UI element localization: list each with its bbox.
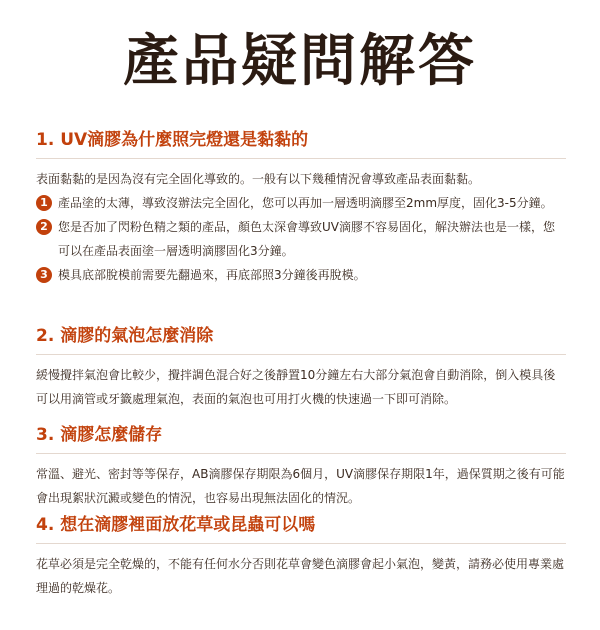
number-2-icon: 2 bbox=[36, 219, 52, 235]
section-heading: 4. 想在滴膠裡面放花草或昆蟲可以嗎 bbox=[36, 515, 316, 535]
list-item bbox=[36, 263, 566, 287]
section-heading: 2. 滴膠的氣泡怎麼消除 bbox=[36, 326, 214, 346]
faq-section-flowers-insects bbox=[36, 513, 566, 600]
list-item-text: 產品塗的太薄，導致沒辦法完全固化，您可以再加一層透明滴膠至2mm厚度，固化3-5分鐘。 bbox=[58, 196, 553, 210]
section-intro: 表面黏黏的是因為沒有完全固化導致的。一般有以下幾種情況會導致產品表面黏黏。 bbox=[36, 172, 481, 186]
divider bbox=[36, 354, 566, 355]
number-3-icon: 3 bbox=[36, 267, 52, 283]
list-item bbox=[36, 215, 566, 263]
faq-section-storage bbox=[36, 423, 566, 510]
section-heading: 1. UV滴膠為什麼照完燈還是黏黏的 bbox=[36, 130, 309, 150]
number-1-icon: 1 bbox=[36, 195, 52, 211]
section-body: 花草必須是完全乾燥的，不能有任何水分否則花草會變色滴膠會起小氣泡，變黃，請務必使用專業處理過的乾燥花。 bbox=[36, 557, 565, 595]
divider bbox=[36, 453, 566, 454]
divider bbox=[36, 158, 566, 159]
list-item-text: 您是否加了閃粉色精之類的產品，顏色太深會導致UV滴膠不容易固化，解決辦法也是一樣，您可以在產品表面塗一層透明滴膠固化3分鐘。 bbox=[58, 220, 555, 258]
list-item bbox=[36, 191, 566, 215]
list-item-text: 模具底部脫模前需要先翻過來，再底部照3分鐘後再脫模。 bbox=[58, 268, 366, 282]
section-heading: 3. 滴膠怎麼儲存 bbox=[36, 425, 163, 445]
faq-section-bubbles bbox=[36, 324, 566, 411]
section-body: 緩慢攪拌氣泡會比較少，攪拌調色混合好之後靜置10分鐘左右大部分氣泡會自動消除，倒入模具後可以用滴管或牙籤處理氣泡，表面的氣泡也可用打火機的快速過一下即可消除。 bbox=[36, 368, 556, 406]
page-title: 產品疑問解答 bbox=[123, 29, 477, 94]
section-body: 常溫、避光、密封等等保存，AB滴膠保存期限為6個月，UV滴膠保存期限1年，過保質期之後有可能會出現絮狀沉澱或變色的情況，也容易出現無法固化的情況。 bbox=[36, 467, 565, 505]
divider bbox=[36, 543, 566, 544]
faq-section-uv-sticky bbox=[36, 128, 566, 287]
